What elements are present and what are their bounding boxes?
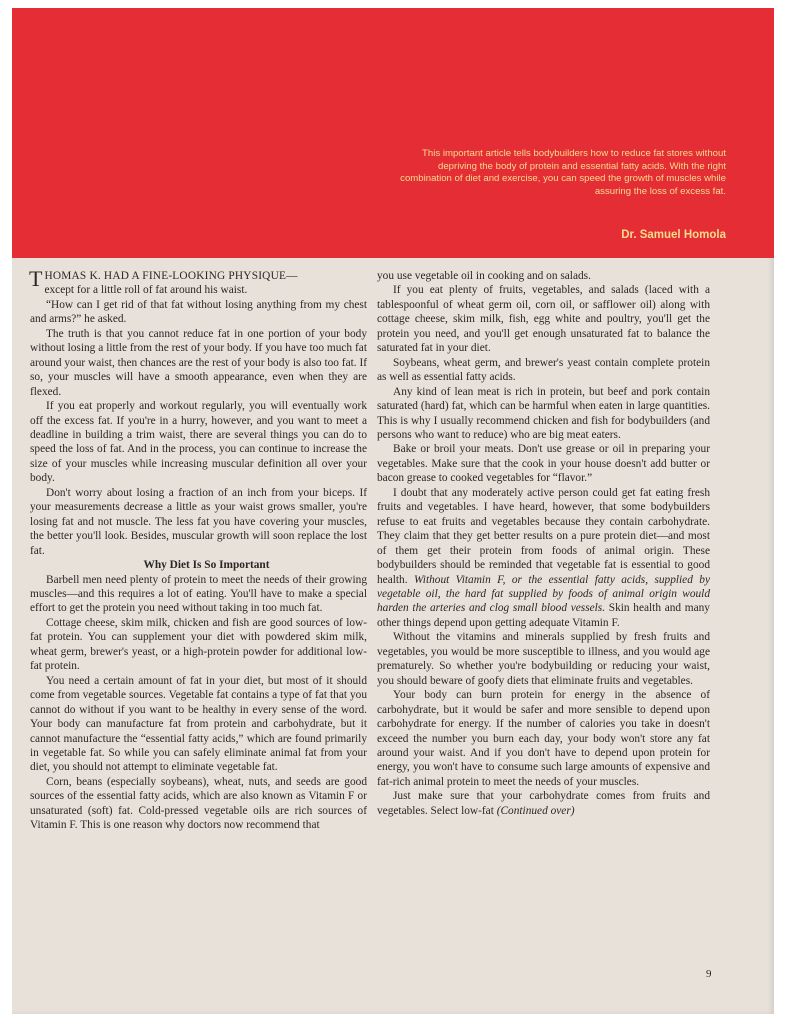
- italic-emphasis: Without Vitamin F, or the essential fatty acids, supplied by vegetable oil, the hard fat supplied by foods of animal origin would harden the arteries and clog small blood vessels.: [377, 573, 710, 615]
- continued-note: (Continued over): [496, 804, 575, 817]
- article-column-left: [29, 266, 367, 833]
- article-paragraph: You need a certain amount of fat in your diet, but most of it should come from vegetable sources. Vegetable fat contains a type of fat that you cannot do without if you want to be healthy in every sense of the word. Your body can manufacture fat from protein and carbohydrate, but it cannot manufacture the “essential fatty acids,” which are found primarily in vegetable fat. So while you can safely eliminate animal fat from your diet, you should not attempt to eliminate vegetable fat.: [30, 674, 367, 774]
- article-paragraph: Cottage cheese, skim milk, chicken and fish are good sources of low-fat protein. You can supplement your diet with powdered skim milk, wheat germ, brewer's yeast, or a high-protein powder for additional low-fat protein.: [30, 616, 367, 673]
- page-number: 9: [706, 968, 712, 980]
- paragraph-text: Just make sure that your carbohydrate comes from fruits and vegetables. Select low-fat: [377, 790, 710, 817]
- article-column-right: [377, 269, 710, 818]
- article-paragraph: Any kind of lean meat is rich in protein, but beef and pork contain saturated (hard) fat, which can be harmful when eaten in large quantities. This is why I usually recommend chicken and fish for bodybuilders (and persons who want to reduce) who are big meat eaters.: [377, 385, 710, 441]
- article-paragraph: Without the vitamins and minerals supplied by fresh fruits and vegetables, you would be more susceptible to illness, and you would age prematurely. So whether you're bodybuilding or reducing your waist, you should beware of goofy diets that eliminate fruits and vegetables.: [377, 631, 710, 687]
- article-paragraph: Don't worry about losing a fraction of an inch from your biceps. If your measurements decrease a little as your waist grows smaller, you're losing fat and not muscle. The less fat you have covering your muscles, the better you'll look. Besides, muscular growth will soon replace the lost fat.: [30, 486, 367, 557]
- section-subhead: Why Diet Is So Important: [143, 559, 270, 572]
- opening-rest: except for a little roll of fat around his waist.: [44, 284, 248, 297]
- article-paragraph: Your body can burn protein for energy in the absence of carbohydrate, but it would be safer and more sensible to depend upon carbohydrate for energy. If the number of calories you take in doesn't exceed the number you burn each day, your body won't store any fat around your waist. And if you don't have to depend upon protein for energy, you won't have to consume such large amounts of expensive and fat-rich animal protein to meet the needs of your muscles.: [377, 689, 710, 788]
- article-paragraph: Corn, beans (especially soybeans), wheat, nuts, and seeds are good sources of the essential fatty acids, which are also known as Vitamin F or unsaturated (soft) fat. Cold-pressed vegetable oils are rich sources of Vitamin F. This is one reason why doctors now recommend that: [30, 775, 367, 832]
- article-paragraph: [377, 789, 710, 818]
- article-paragraph: Soybeans, wheat germ, and brewer's yeast contain complete protein as well as essential fatty acids.: [377, 356, 710, 384]
- article-paragraph: If you eat properly and workout regularly, you will eventually work off the excess fat. If you're in a hurry, however, and you want to meet a deadline in building a trim waist, there are several things you can do to speed the loss of fat. And in the process, you can continue to increase the size of your muscles while increasing muscular definition all over your body.: [30, 400, 367, 485]
- article-paragraph: you use vegetable oil in cooking and on salads.: [377, 270, 591, 282]
- red-header-banner: [12, 8, 774, 258]
- article-intro: This important article tells bodybuilders how to reduce fat stores without depriving the body of protein and essential fatty acids. With the right combination of diet and exercise, you can speed the growth of muscles while assuring the loss of excess fat.: [400, 148, 726, 197]
- drop-cap: T: [29, 266, 43, 291]
- article-paragraph: The truth is that you cannot reduce fat in one portion of your body without losing a little from the rest of your body. If you have too much fat around your waist, then chances are the rest of your body is also too fat. If so, your muscles will have a smooth appearance, even when they are flexed.: [30, 327, 367, 398]
- article-paragraph: “How can I get rid of that fat without losing anything from my chest and arms?” he asked.: [30, 298, 367, 326]
- article-paragraph: If you eat plenty of fruits, vegetables, and salads (laced with a tablespoonful of wheat germ oil, corn oil, or safflower oil) along with cottage cheese, skim milk, fish, egg white and poultry, you'll get the protein you need, and you'll get enough unsaturated fat to balance the saturated fat in your diet.: [377, 284, 710, 355]
- article-paragraph: [29, 266, 367, 298]
- author-byline: Dr. Samuel Homola: [621, 229, 726, 241]
- paragraph-text: I doubt that any moderately active person could get fat eating fresh fruits and vegetables. I have heard, however, that some bodybuilders refuse to eat fruits and vegetables because they contain carbohydrate. They claim that they get better results on a pure protein diet—and most of them get their protein from foods of animal origin. These bodybuilders should be reminded that vegetable fat is essential to good health.: [377, 486, 710, 586]
- article-paragraph: [377, 486, 710, 631]
- opening-caps: HOMAS K. HAD A FINE-LOOKING PHYSIQUE—: [44, 270, 298, 282]
- article-paragraph: Barbell men need plenty of protein to meet the needs of their growing muscles—and this requires a lot of eating. You'll have to make a special effort to get the protein you need without taking in too much fat.: [30, 573, 367, 615]
- article-paragraph: Bake or broil your meats. Don't use grease or oil in preparing your vegetables. Make sure that the cook in your house doesn't add butter or bacon grease to cooked vegetables for “flavor.”: [377, 443, 710, 485]
- paragraph-text: Skin health and many other things depend upon getting adequate Vitamin F.: [377, 602, 710, 629]
